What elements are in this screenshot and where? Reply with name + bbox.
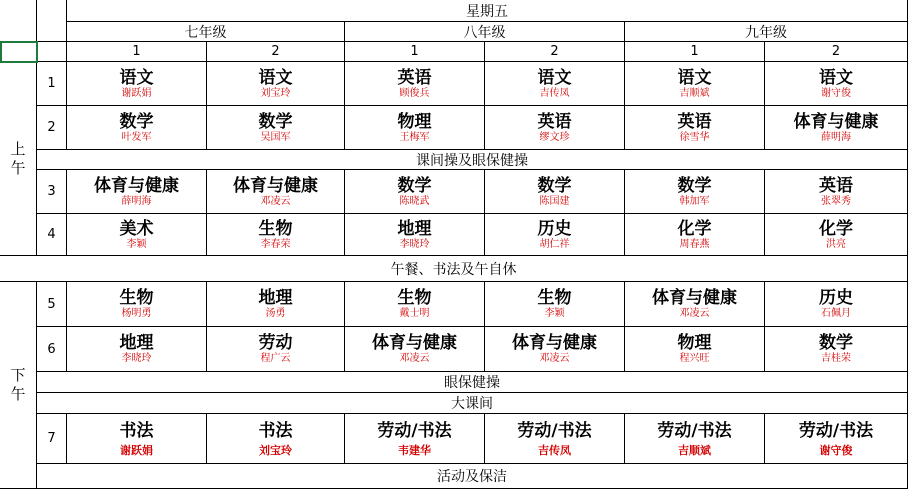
subject-name: 数学 — [119, 111, 154, 132]
subject-name: 劳动 — [258, 333, 293, 353]
teacher-name: 李晓玲 — [399, 238, 430, 250]
subject-name: 数学 — [397, 175, 432, 196]
lesson-cell[interactable] — [345, 106, 485, 150]
lesson-cell[interactable] — [207, 170, 345, 214]
subject-name: 体育与健康 — [793, 111, 879, 132]
teacher-name: 徐雪华 — [679, 131, 710, 143]
teacher-name: 周春燕 — [679, 238, 710, 250]
period-number: 6 — [37, 327, 67, 372]
lesson-cell[interactable] — [765, 170, 908, 214]
morning-label: 上 午 — [0, 62, 37, 256]
lesson-cell[interactable] — [765, 327, 908, 372]
teacher-name: 戴士明 — [399, 308, 430, 319]
subject-name: 数学 — [677, 175, 712, 196]
period-number: 1 — [37, 62, 67, 106]
subject-name: 体育与健康 — [94, 175, 179, 196]
subject-name: 语文 — [537, 67, 572, 88]
teacher-name: 谢跃娟 — [120, 443, 153, 457]
teacher-name: 顾俊兵 — [399, 87, 430, 99]
subject-name: 劳动/书法 — [377, 420, 452, 441]
teacher-name: 汤勇 — [265, 308, 286, 319]
lesson-cell[interactable] — [207, 327, 345, 372]
lesson-cell[interactable] — [67, 214, 207, 256]
period-number: 2 — [37, 106, 67, 150]
teacher-name: 李晓玲 — [121, 353, 152, 364]
period-number: 5 — [37, 282, 67, 327]
lesson-cell[interactable] — [67, 327, 207, 372]
eye-exercise-row: 眼保健操 — [37, 372, 908, 393]
lesson-cell[interactable] — [765, 62, 908, 106]
subject-name: 语文 — [258, 67, 293, 88]
lesson-cell[interactable] — [67, 414, 207, 464]
teacher-name: 洪亮 — [826, 238, 846, 250]
subject-name: 历史 — [537, 218, 572, 239]
teacher-name: 邓凌云 — [679, 308, 710, 319]
subject-name: 物理 — [677, 333, 712, 353]
lesson-cell[interactable] — [345, 327, 485, 372]
period-number: 3 — [37, 170, 67, 214]
lesson-cell[interactable] — [67, 170, 207, 214]
lesson-cell[interactable] — [67, 106, 207, 150]
subject-name: 数学 — [258, 111, 293, 132]
class-header: 1 — [625, 42, 765, 62]
teacher-name: 吴国军 — [260, 131, 291, 143]
subject-name: 书法 — [119, 420, 154, 441]
lesson-cell[interactable] — [625, 214, 765, 256]
lesson-cell[interactable] — [625, 282, 765, 327]
activity-row: 活动及保洁 — [37, 464, 908, 489]
teacher-name: 吉桂荣 — [821, 353, 851, 364]
teacher-name: 李颖 — [126, 238, 147, 250]
lesson-cell[interactable] — [345, 414, 485, 464]
lesson-cell[interactable] — [485, 214, 625, 256]
teacher-name: 李春荣 — [260, 238, 291, 250]
teacher-name: 胡仁祥 — [539, 238, 570, 250]
teacher-name: 薛明海 — [821, 131, 851, 143]
subject-name: 英语 — [537, 111, 572, 132]
lunch-row: 午餐、书法及午自休 — [0, 256, 908, 282]
class-header: 2 — [485, 42, 625, 62]
teacher-name: 谢跃娟 — [121, 87, 152, 99]
lesson-cell[interactable] — [207, 106, 345, 150]
lesson-cell[interactable] — [625, 62, 765, 106]
lesson-cell[interactable] — [67, 62, 207, 106]
subject-name: 劳动/书法 — [798, 420, 874, 441]
lesson-cell[interactable] — [625, 170, 765, 214]
subject-name: 生物 — [397, 288, 432, 308]
teacher-name: 薛明海 — [121, 195, 152, 207]
teacher-name: 吉顺斌 — [679, 87, 710, 99]
teacher-name: 刘宝玲 — [259, 443, 292, 457]
subject-name: 体育与健康 — [233, 175, 318, 196]
teacher-name: 邓凌云 — [399, 353, 430, 364]
subject-name: 体育与健康 — [652, 288, 737, 308]
teacher-name: 吉传凤 — [539, 87, 570, 99]
subject-name: 劳动/书法 — [657, 420, 732, 441]
teacher-name: 陈国建 — [539, 195, 570, 207]
teacher-name: 杨明勇 — [121, 308, 152, 319]
teacher-name: 谢守俊 — [821, 87, 851, 99]
subject-name: 生物 — [258, 218, 293, 239]
lesson-cell[interactable] — [765, 414, 908, 464]
subject-name: 历史 — [819, 288, 853, 308]
teacher-name: 王梅军 — [399, 131, 430, 143]
lesson-cell[interactable] — [207, 214, 345, 256]
lesson-cell[interactable] — [485, 282, 625, 327]
lesson-cell[interactable] — [345, 170, 485, 214]
lesson-cell[interactable] — [625, 327, 765, 372]
break-row-morning: 课间操及眼保健操 — [37, 150, 908, 170]
lesson-cell[interactable] — [765, 282, 908, 327]
teacher-name: 缪文珍 — [539, 131, 570, 143]
period-number: 4 — [37, 214, 67, 256]
subject-name: 劳动/书法 — [517, 420, 592, 441]
corner-cell-a[interactable] — [0, 0, 37, 42]
teacher-name: 邓凌云 — [260, 195, 291, 207]
grade-header: 七年级 — [67, 22, 345, 42]
teacher-name: 韩加军 — [679, 195, 710, 207]
subject-name: 地理 — [119, 333, 154, 353]
subject-name: 生物 — [119, 288, 154, 308]
day-header: 星期五 — [67, 0, 908, 22]
row-header-cell[interactable] — [0, 42, 37, 62]
lesson-cell[interactable] — [485, 106, 625, 150]
teacher-name: 陈晓武 — [399, 195, 430, 207]
subject-name: 美术 — [119, 218, 154, 239]
subject-name: 语文 — [677, 67, 712, 88]
afternoon-label: 下 午 — [0, 282, 37, 489]
teacher-name: 刘宝玲 — [260, 87, 291, 99]
teacher-name: 石佩月 — [821, 308, 851, 319]
subject-name: 书法 — [258, 420, 293, 441]
teacher-name: 吉传凤 — [538, 443, 571, 457]
teacher-name: 谢守俊 — [819, 443, 853, 457]
teacher-name: 李颖 — [544, 308, 565, 319]
teacher-name: 程兴旺 — [679, 353, 710, 364]
subject-name: 化学 — [677, 218, 712, 239]
period-number: 7 — [37, 414, 67, 464]
grade-header: 九年级 — [625, 22, 908, 42]
subject-name: 生物 — [537, 288, 572, 308]
lesson-cell[interactable] — [485, 327, 625, 372]
teacher-name: 程广云 — [260, 353, 291, 364]
lesson-cell[interactable] — [345, 62, 485, 106]
subject-name: 体育与健康 — [372, 333, 457, 353]
corner-cell-b[interactable] — [37, 0, 67, 42]
teacher-name: 韦建华 — [398, 443, 431, 457]
teacher-name: 吉顺斌 — [678, 443, 711, 457]
class-header: 2 — [765, 42, 908, 62]
teacher-name: 叶发军 — [121, 131, 152, 143]
big-break-row: 大课间 — [37, 393, 908, 414]
subject-name: 地理 — [258, 288, 293, 308]
subject-name: 化学 — [819, 218, 853, 239]
lesson-cell[interactable] — [625, 414, 765, 464]
subject-name: 数学 — [537, 175, 572, 196]
corner-cell-c[interactable] — [37, 42, 67, 62]
lesson-cell[interactable] — [67, 282, 207, 327]
subject-name: 体育与健康 — [512, 333, 597, 353]
subject-name: 英语 — [819, 175, 853, 196]
lesson-cell[interactable] — [207, 62, 345, 106]
lesson-cell[interactable] — [765, 214, 908, 256]
lesson-cell[interactable] — [485, 414, 625, 464]
lesson-cell[interactable] — [485, 62, 625, 106]
subject-name: 物理 — [397, 111, 432, 132]
teacher-name: 张翠秀 — [821, 195, 851, 207]
class-header: 1 — [67, 42, 207, 62]
teacher-name: 邓凌云 — [539, 353, 570, 364]
subject-name: 语文 — [119, 67, 154, 88]
lesson-cell[interactable] — [625, 106, 765, 150]
lesson-cell[interactable] — [207, 282, 345, 327]
subject-name: 英语 — [677, 111, 712, 132]
subject-name: 语文 — [819, 67, 853, 88]
lesson-cell[interactable] — [207, 414, 345, 464]
subject-name: 数学 — [819, 333, 853, 353]
lesson-cell[interactable] — [345, 282, 485, 327]
class-header: 1 — [345, 42, 485, 62]
class-header: 2 — [207, 42, 345, 62]
grade-header: 八年级 — [345, 22, 625, 42]
subject-name: 英语 — [397, 67, 432, 88]
lesson-cell[interactable] — [485, 170, 625, 214]
lesson-cell[interactable] — [345, 214, 485, 256]
subject-name: 地理 — [397, 218, 432, 239]
lesson-cell[interactable] — [765, 106, 908, 150]
